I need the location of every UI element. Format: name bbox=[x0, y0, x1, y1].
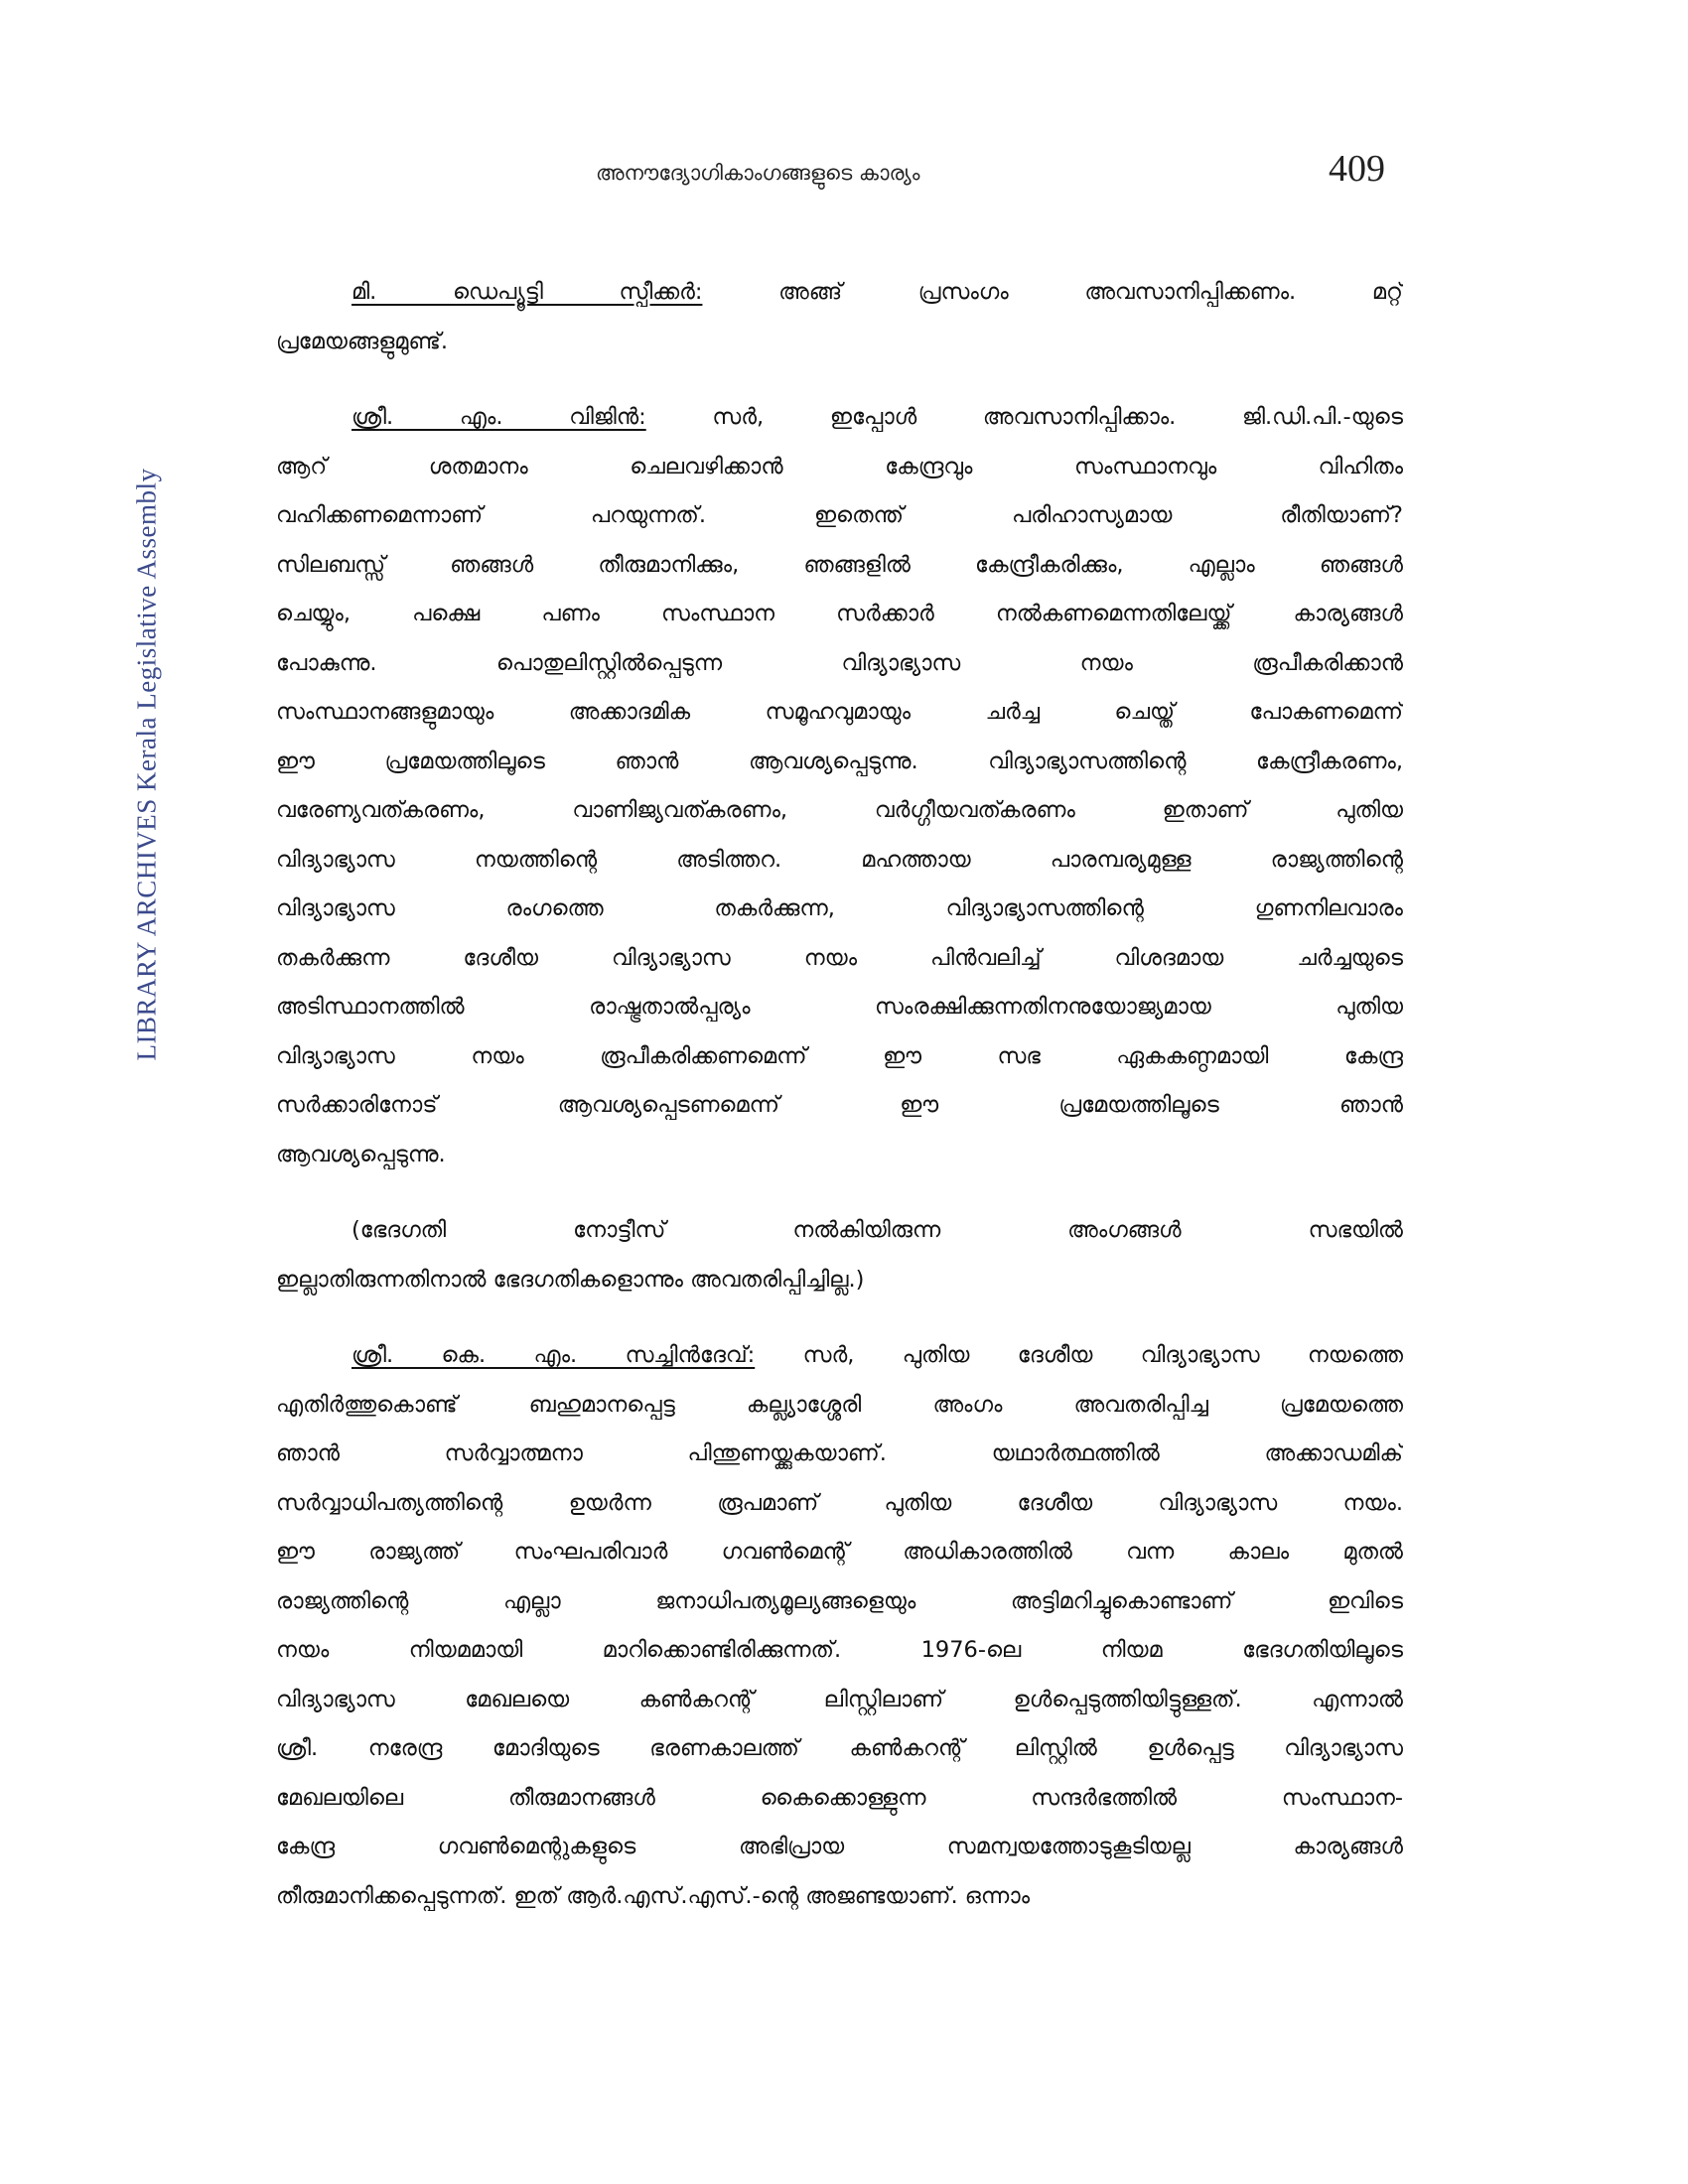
line-text: സർവ്വാധിപത്യത്തിന്റെ ഉയർന്ന രൂപമാണ് പുതിയ ദേശീയ വിദ്യാഭ്യാസ നയം. bbox=[276, 1489, 1403, 1516]
text-line bbox=[276, 1256, 1403, 1305]
text-line bbox=[276, 1479, 1403, 1529]
line-text: ആവശ്യപ്പെടുന്നു. bbox=[276, 1141, 446, 1167]
text-line bbox=[276, 1081, 1403, 1131]
text-line bbox=[276, 786, 1403, 836]
body-text bbox=[276, 268, 1403, 1948]
text-line bbox=[276, 1131, 1403, 1180]
line-text: (ഭേദഗതി നോട്ടീസ് നൽകിയിരുന്ന അംഗങ്ങൾ സഭയിൽ bbox=[352, 1217, 1403, 1243]
line-text: വിദ്യാഭ്യാസ മേഖലയെ കൺകറന്റ് ലിസ്റ്റിലാണ് ഉൾപ്പെടുത്തിയിട്ടുള്ളത്. എന്നാൽ bbox=[276, 1686, 1403, 1712]
speaker-name: ശ്രീ. എം. വിജിൻ: bbox=[352, 404, 646, 430]
text-line bbox=[276, 1676, 1403, 1725]
text-line bbox=[276, 1528, 1403, 1577]
text-line bbox=[276, 983, 1403, 1032]
line-text: ശ്രീ. നരേന്ദ്ര മോദിയുടെ ഭരണകാലത്ത് കൺകറന്റ് ലിസ്റ്റിൽ ഉൾപ്പെട്ട വിദ്യാഭ്യാസ bbox=[276, 1735, 1403, 1761]
line-text: പോകുന്നു. പൊതുലിസ്റ്റിൽപ്പെടുന്ന വിദ്യാഭ്യാസ നയം രൂപീകരിക്കാൻ bbox=[276, 649, 1403, 676]
line-text: അടിസ്ഥാനത്തിൽ രാഷ്ട്രതാൽപ്പര്യം സംരക്ഷിക്കുന്നതിനനുയോജ്യമായ പുതിയ bbox=[276, 994, 1403, 1020]
text-line bbox=[276, 639, 1403, 689]
text-line bbox=[276, 1331, 1403, 1381]
line-text: വഹിക്കണമെന്നാണ് പറയുന്നത്. ഇതെന്ത് പരിഹാസ്യമായ രീതിയാണ്? bbox=[276, 502, 1403, 528]
text-line bbox=[276, 1577, 1403, 1627]
line-text: സർ, ഇപ്പോൾ അവസാനിപ്പിക്കാം. ജി.ഡി.പി.-യുടെ bbox=[645, 404, 1403, 430]
text-line bbox=[276, 688, 1403, 738]
line-text: ഇല്ലാതിരുന്നതിനാൽ ഭേദഗതികളൊന്നും അവതരിപ്പിച്ചില്ല.) bbox=[276, 1266, 865, 1293]
line-text: സർക്കാരിനോട് ആവശ്യപ്പെടണമെന്ന് ഈ പ്രമേയത്തിലൂടെ ഞാൻ bbox=[276, 1092, 1403, 1118]
text-line bbox=[276, 318, 1403, 367]
line-text: ഞാൻ സർവ്വാത്മനാ പിന്തുണയ്ക്കുകയാണ്. യഥാർത്ഥത്തിൽ അക്കാഡമിക് bbox=[276, 1440, 1403, 1466]
line-text: വരേണ്യവത്കരണം, വാണിജ്യവത്കരണം, വർഗ്ഗീയവത്കരണം ഇതാണ് പുതിയ bbox=[276, 797, 1403, 823]
running-header: അനൗദ്യോഗികാംഗങ്ങളുടെ കാര്യം bbox=[596, 161, 920, 185]
text-line bbox=[276, 1774, 1403, 1824]
line-text: വിദ്യാഭ്യാസ രംഗത്തെ തകർക്കുന്ന, വിദ്യാഭ്യാസത്തിന്റെ ഗുണനിലവാരം bbox=[276, 895, 1403, 921]
line-text: രാജ്യത്തിന്റെ എല്ലാ ജനാധിപത്യമൂല്യങ്ങളെയും അട്ടിമറിച്ചുകൊണ്ടാണ് ഇവിടെ bbox=[276, 1587, 1403, 1614]
line-text: പ്രമേയങ്ങളുമുണ്ട്. bbox=[276, 328, 449, 354]
text-line bbox=[276, 393, 1403, 443]
line-text: ചെയ്യും, പക്ഷെ പണം സംസ്ഥാന സർക്കാർ നൽകണമെന്നതിലേയ്ക്ക് കാര്യങ്ങൾ bbox=[276, 601, 1403, 626]
line-text: ഈ രാജ്യത്ത് സംഘപരിവാർ ഗവൺമെന്റ് അധികാരത്തിൽ വന്ന കാലം മുതൽ bbox=[276, 1539, 1403, 1565]
line-text: ഈ പ്രമേയത്തിലൂടെ ഞാൻ ആവശ്യപ്പെടുന്നു. വിദ്യാഭ്യാസത്തിന്റെ കേന്ദ്രീകരണം, bbox=[276, 748, 1403, 774]
text-line bbox=[276, 268, 1403, 318]
speaker-name: ശ്രീ. കെ. എം. സച്ചിൻദേവ്: bbox=[352, 1342, 756, 1368]
paragraph bbox=[276, 268, 1403, 366]
text-line bbox=[276, 1823, 1403, 1872]
text-line bbox=[276, 491, 1403, 541]
text-line bbox=[276, 443, 1403, 492]
text-line bbox=[276, 1626, 1403, 1676]
line-text: എതിർത്തുകൊണ്ട് ബഹുമാനപ്പെട്ട കല്ല്യാശ്ശേരി അംഗം അവതരിപ്പിച്ച പ്രമേയത്തെ bbox=[276, 1391, 1403, 1418]
paragraph bbox=[276, 1331, 1403, 1921]
line-text: അങ്ങ് പ്രസംഗം അവസാനിപ്പിക്കണം. മറ്റ് bbox=[702, 279, 1403, 305]
text-line bbox=[276, 1430, 1403, 1479]
line-text: ആറ് ശതമാനം ചെലവഴിക്കാൻ കേന്ദ്രവും സംസ്ഥാനവും വിഹിതം bbox=[276, 453, 1403, 479]
speaker-name: മി. ഡെപ്യൂട്ടി സ്പീക്കർ: bbox=[352, 279, 703, 305]
line-text: സിലബസ്സ് ഞങ്ങൾ തീരുമാനിക്കും, ഞങ്ങളിൽ കേന്ദ്രീകരിക്കും, എല്ലാം ഞങ്ങൾ bbox=[276, 551, 1403, 578]
text-line bbox=[276, 934, 1403, 984]
text-line bbox=[276, 1724, 1403, 1774]
text-line bbox=[276, 541, 1403, 591]
text-line bbox=[276, 1381, 1403, 1431]
line-text: വിദ്യാഭ്യാസ നയത്തിന്റെ അടിത്തറ. മഹത്തായ പാരമ്പര്യമുള്ള രാജ്യത്തിന്റെ bbox=[276, 846, 1403, 873]
page-number: 409 bbox=[1329, 148, 1385, 190]
text-line bbox=[276, 836, 1403, 886]
line-text: തീരുമാനിക്കപ്പെടുന്നത്. ഇത് ആർ.എസ്.എസ്.-ന്റെ അജണ്ടയാണ്. ഒന്നാം bbox=[276, 1882, 1031, 1909]
text-line bbox=[276, 590, 1403, 639]
line-text: സർ, പുതിയ ദേശീയ വിദ്യാഭ്യാസ നയത്തെ bbox=[755, 1342, 1403, 1368]
text-line bbox=[276, 1872, 1403, 1922]
text-line bbox=[276, 885, 1403, 934]
text-line bbox=[276, 1206, 1403, 1256]
text-line bbox=[276, 1032, 1403, 1082]
line-text: വിദ്യാഭ്യാസ നയം രൂപീകരിക്കണമെന്ന് ഈ സഭ ഏകകണ്ഠമായി കേന്ദ്ര bbox=[276, 1042, 1403, 1069]
archive-watermark: LIBRARY ARCHIVES Kerala Legislative Assembly bbox=[131, 468, 162, 1061]
line-text: നയം നിയമമായി മാറിക്കൊണ്ടിരിക്കുന്നത്. 1976-ലെ നിയമ ഭേദഗതിയിലൂടെ bbox=[276, 1637, 1403, 1663]
text-line bbox=[276, 738, 1403, 787]
paragraph bbox=[276, 393, 1403, 1179]
line-text: തകർക്കുന്ന ദേശീയ വിദ്യാഭ്യാസ നയം പിൻവലിച്ച് വിശദമായ ചർച്ചയുടെ bbox=[276, 944, 1403, 971]
line-text: മേഖലയിലെ തീരുമാനങ്ങൾ കൈക്കൊള്ളുന്ന സന്ദർഭത്തിൽ സംസ്ഥാന- bbox=[276, 1784, 1403, 1811]
line-text: സംസ്ഥാനങ്ങളുമായും അക്കാദമിക സമൂഹവുമായും ചർച്ച ചെയ്ത് പോകണമെന്ന് bbox=[276, 699, 1403, 725]
paragraph bbox=[276, 1206, 1403, 1304]
line-text: കേന്ദ്ര ഗവൺമെന്റുകളുടെ അഭിപ്രായ സമന്വയത്തോടുകൂടിയല്ല കാര്യങ്ങൾ bbox=[276, 1834, 1403, 1859]
